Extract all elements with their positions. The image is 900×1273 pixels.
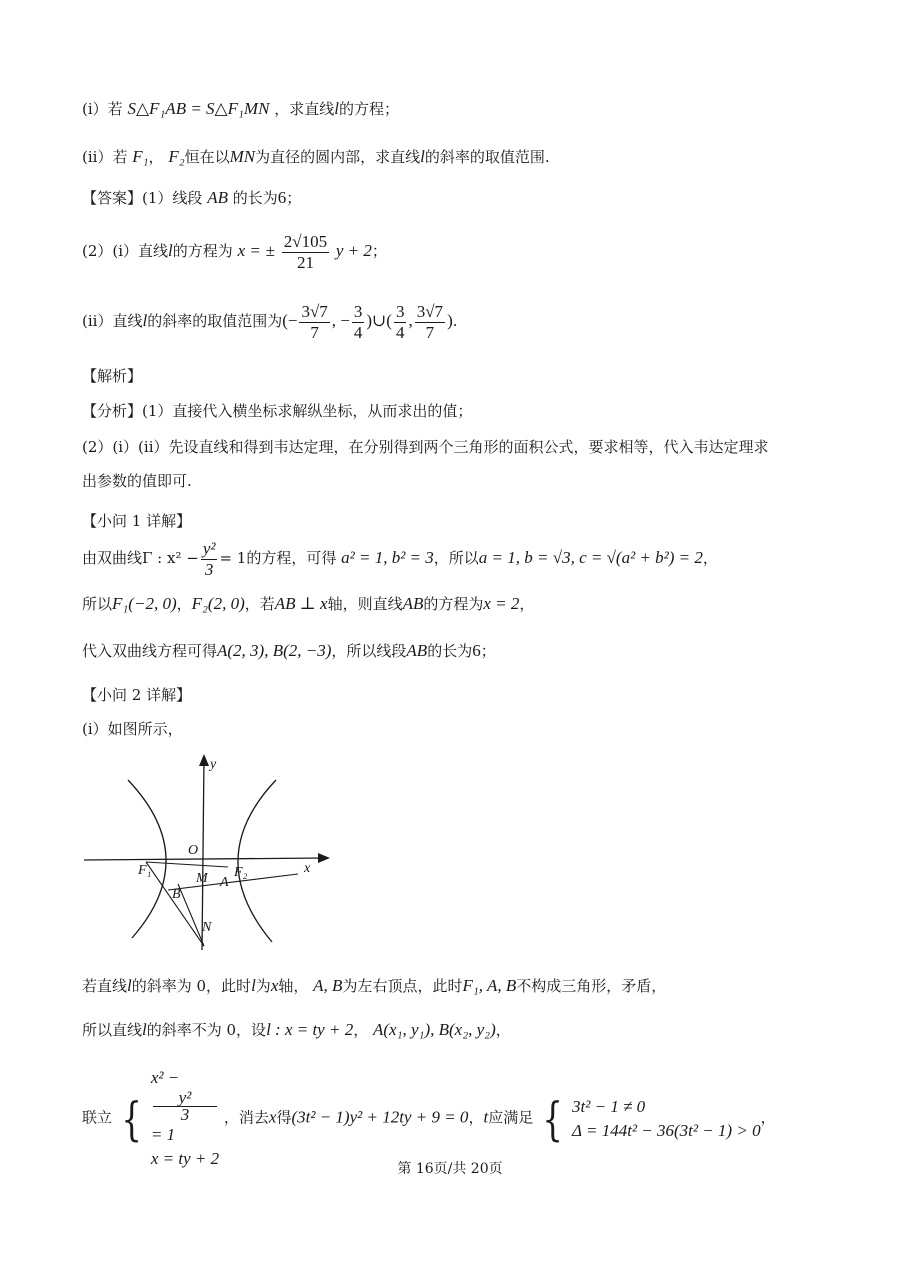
q1-line-2: 所以F₁(−2, 0)，F₂(2, 0)，若AB ⊥ x轴，则直线AB的方程为x = 2，: [82, 594, 535, 613]
question-ii: (ii）若 F₁， F₂恒在以MN为直径的圆内部，求直线l的斜率的取值范围.: [82, 147, 550, 166]
label-b: B: [172, 887, 181, 902]
fraction: $\frac{2√105}{21}$: [283, 231, 328, 272]
q2-line-4: 联立 { x² − y² 3 = 1 x = ty + 2 ，消去x得(3t² − 1)y² + 12ty + 9 = 0，t应满足 { 3t² − 1 ≠ 0 Δ = 144t² − 36(3t² − 1) > 0 ，: [82, 1066, 840, 1171]
analysis-line-1: 【分析】(1）直接代入横坐标求解纵坐标，从而求出的值；: [82, 402, 473, 420]
q1-title: 【小问 1 详解】: [82, 512, 192, 530]
label-m: M: [196, 871, 208, 886]
q1-line-3: 代入双曲线方程可得A(2, 3), B(2, −3)，所以线段AB的长为6；: [82, 641, 496, 660]
label-a: A: [220, 875, 229, 890]
answer-2-ii: (ii）直线l的斜率的取值范围为(− $\frac{3√7}{7}$ , − $\frac{3}{4}$ )∪( $\frac{3}{4}$ , $\frac{3√7}{7}$ ).: [82, 301, 458, 342]
q2-line-1: (i）如图所示，: [82, 720, 183, 738]
label-f1: F₁: [138, 863, 152, 878]
answer-line: 【答案】(1）线段 AB 的长为6；: [82, 188, 302, 207]
label-x: x: [304, 861, 311, 876]
segment-b-n: [178, 884, 204, 946]
q2-line-3: 所以直线l的斜率不为 0，设l : x = ty + 2， A(x₁, y₁), B(x₂, y₂)，: [82, 1020, 511, 1039]
label-n: N: [202, 920, 212, 935]
segment-f1-a: [146, 862, 228, 867]
area-equation: S△F₁AB = S△F₁MN: [127, 99, 270, 118]
answer-2-i: (2）(i）直线l的方程为 x = ± $\frac{2√105}{21}$ y + 2；: [82, 231, 387, 272]
analysis-line-2: (2）(i）(ii）先设直线和得到韦达定理，在分别得到两个三角形的面积公式，要求相等，代入韦达定理求: [82, 438, 769, 456]
x-axis-arrow: [318, 853, 330, 863]
hyperbola-right-branch: [238, 780, 276, 942]
label-f2: F₂: [234, 865, 248, 880]
line-l: [168, 874, 298, 890]
label-y: y: [210, 757, 217, 772]
page-footer: 第 16页/共 20页: [397, 1161, 503, 1177]
condition-system: 3t² − 1 ≠ 0 Δ = 144t² − 36(3t² − 1) > 0: [572, 1096, 761, 1140]
q2-line-2: 若直线l的斜率为 0，此时l为x轴， A, B为左右顶点，此时F₁, A, B不构成三角形，矛盾，: [82, 976, 667, 995]
equation-system: x² − y² 3 = 1 x = ty + 2: [150, 1068, 220, 1168]
q2-title: 【小问 2 详解】: [82, 686, 192, 704]
condition-brace: {: [542, 1091, 563, 1146]
q1-line-1: 由双曲线Γ : x² − $\frac{\text{y²}}{3}$ = 1的方程，可得 a² = 1, b² = 3，所以a = 1, b = √3, c = √(a² + b²) = 2，: [82, 538, 718, 579]
x-axis: [84, 858, 326, 860]
jiexi-tag: 【解析】: [82, 367, 143, 385]
label-o: O: [188, 843, 199, 858]
y-axis-arrow: [199, 754, 209, 766]
left-brace: {: [121, 1091, 142, 1146]
question-i: (i）若 S△F₁AB = S△F₁MN ，求直线l的方程；: [82, 99, 399, 118]
analysis-line-3: 出参数的值即可.: [82, 472, 192, 490]
hyperbola-figure: [80, 750, 340, 955]
